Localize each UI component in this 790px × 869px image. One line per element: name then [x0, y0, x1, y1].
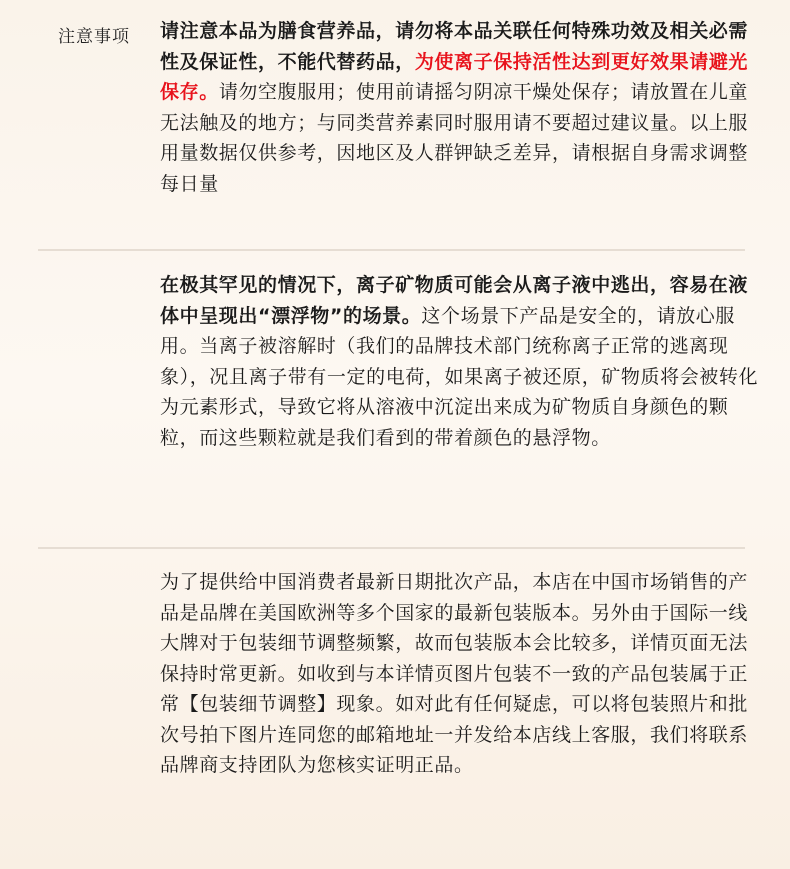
- floaters-paragraph: [160, 270, 762, 453]
- floaters-body-text: 这个场景下产品是安全的，请放心服用。当离子被溶解时（我们的品牌技术部门统称离子正常的逃离现象），况且离子带有一定的电荷，如果离子被还原，矿物质将会被转化为元素形式，导致它将从溶液中沉淀出来成为矿物质自身颜色的颗粒，而这些颗粒就是我们看到的带着颜色的悬浮物。: [160, 304, 759, 449]
- floaters-bold-intro: 在极其罕见的情况下，离子矿物质可能会从离子液中逃出，容易在液体中呈现出“漂浮物”的场景。: [160, 274, 749, 327]
- notice-bold-intro: 请注意本品为膳食营养品，请勿将本品关联任何特殊功效及相关必需性及保证性，不能代替药品，: [160, 20, 749, 73]
- divider-2: [38, 547, 745, 549]
- notice-red-warning: 为使离子保持活性达到更好效果请避光保存。: [160, 50, 749, 103]
- packaging-body-text: 为了提供给中国消费者最新日期批次产品，本店在中国市场销售的产品是品牌在美国欧洲等多个国家的最新包装版本。另外由于国际一线大牌对于包装细节调整频繁，故而包装版本会比较多，详情页面无法保持时常更新。如收到与本详情页图片包装不一致的产品包装属于正常【包装细节调整】现象。如对此有任何疑虑，可以将包装照片和批次号拍下图片连同您的邮箱地址一并发给本店线上客服，我们将联系品牌商支持团队为您核实证明正品。: [160, 571, 749, 776]
- divider-1: [38, 249, 745, 251]
- notice-label: 注意事项: [58, 27, 130, 47]
- notice-body-text: 请勿空腹服用；使用前请摇匀阴凉干燥处保存；请放置在儿童无法触及的地方；与同类营养素同时服用请不要超过建议量。以上服用量数据仅供参考，因地区及人群钾缺乏差异，请根据自身需求调整每日量: [160, 81, 749, 195]
- notice-paragraph: [160, 16, 762, 199]
- packaging-paragraph: [160, 567, 762, 781]
